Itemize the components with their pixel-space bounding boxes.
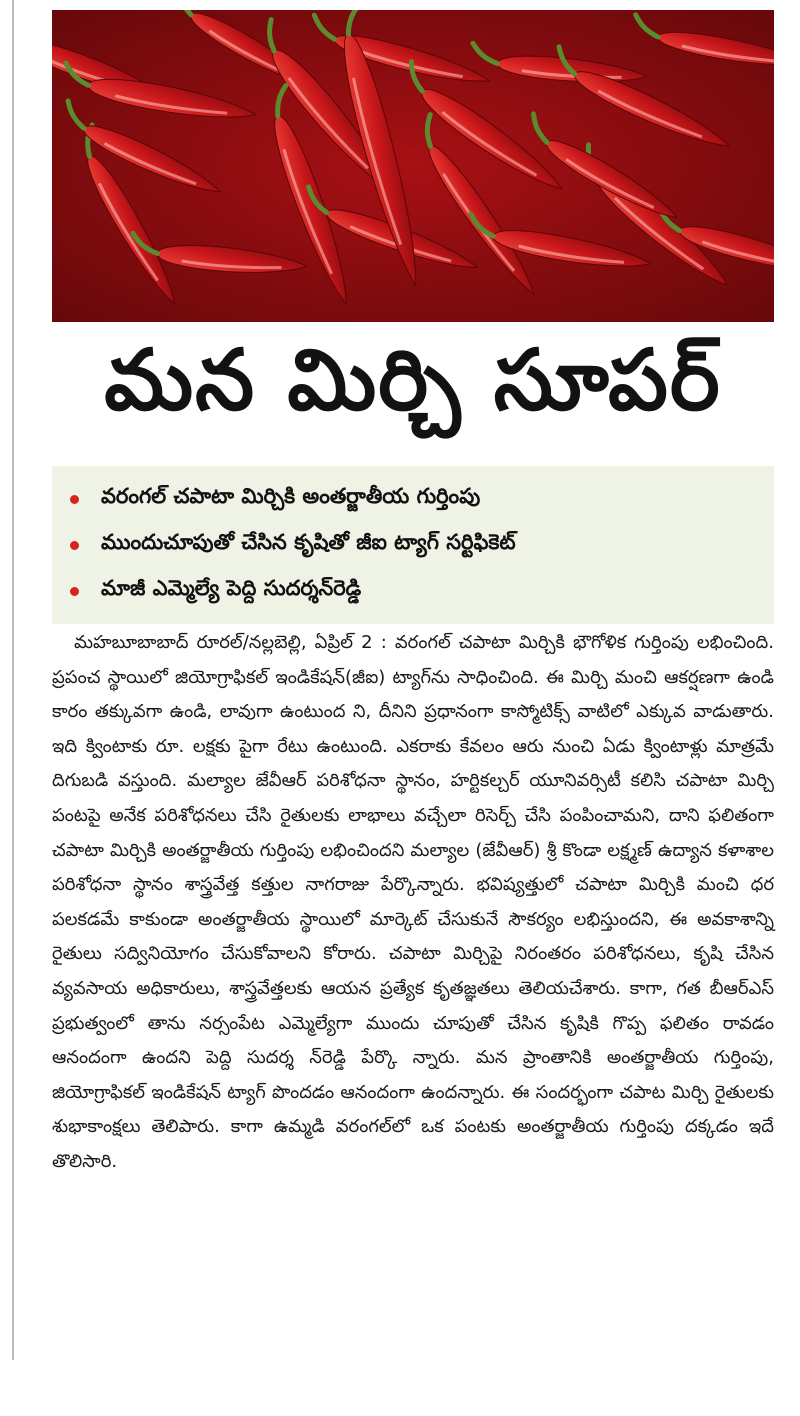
- highlight-item: [70, 476, 774, 522]
- highlight-text: ముందుచూపుతో చేసిన కృషితో జీఐ ట్యాగ్ సర్టిఫికెట్: [101, 530, 516, 554]
- highlight-item: [70, 522, 774, 568]
- headline: మన మిర్చి సూపర్: [104, 330, 722, 429]
- column-rule: [12, 0, 14, 1360]
- highlight-text: మాజీ ఎమ్మెల్యే పెద్ది సుదర్శన్‌రెడ్డి: [101, 576, 362, 600]
- red-chillies-photo: [52, 10, 774, 322]
- bullet-dot-icon: [70, 495, 79, 504]
- highlights-box: [52, 466, 774, 624]
- bullet-dot-icon: [70, 587, 79, 596]
- bullet-dot-icon: [70, 541, 79, 550]
- highlight-text: వరంగల్ చపాటా మిర్చికి అంతర్జాతీయ గుర్తింపు: [101, 484, 481, 508]
- article-body: [52, 626, 774, 1180]
- article-paragraph: మహబూబాబాద్ రూరల్/నల్లబెల్లి, ఏప్రిల్ 2 : వరంగల్ చపాటా మిర్చికి భౌగోళిక గుర్తింపు లభించింది. ప్రపంచ స్థాయిలో జియోగ్రాఫికల్ ఇండికేషన్(జీఐ) ట్యాగ్‌ను సాధించింది. ఈ మిర్చి మంచి ఆకర్షణగా ఉండి కారం తక్కువగా ఉండి, లావుగా ఉంటుంద ని, దీనిని ప్రధానంగా కాస్మోటిక్స్ వాటిలో ఎక్కువ వాడుతారు. ఇది క్వింటాకు రూ. లక్షకు పైగా రేటు ఉంటుంది. ఎకరాకు కేవలం ఆరు నుంచి ఏడు క్వింటాళ్లు మాత్రమే దిగుబడి వస్తుంది. మల్యాల జేవీఆర్ పరిశోధనా స్థానం, హర్టికల్చర్ యూనివర్సిటీ కలిసి చపాటా మిర్చి పంటపై అనేక పరిశోధనలు చేసి రైతులకు లాభాలు వచ్చేలా రిసెర్చ్ చేసి పంపించామని, దాని ఫలితంగా చపాటా మిర్చికి అంతర్జాతీయ గుర్తింపు లభించిందని మల్యాల (జేవీఆర్) శ్రీ కొండా లక్ష్మణ్ ఉద్యాన కళాశాల పరిశోధనా స్థానం శాస్త్రవేత్త కత్తుల నాగరాజు పేర్కొన్నారు. భవిష్యత్తులో చపాటా మిర్చికి మంచి ధర పలకడమే కాకుండా అంతర్జాతీయ స్థాయిలో మార్కెట్ చేసుకునే సౌకర్యం లభిస్తుందని, ఈ అవకాశాన్ని రైతులు సద్వినియోగం చేసుకోవాలని కోరారు. చపాటా మిర్చిపై నిరంతరం పరిశోధనలు, కృషి చేసిన వ్యవసాయ అధికారులు, శాస్త్రవేత్తలకు ఆయన ప్రత్యేక కృతజ్ఞతలు తెలియచేశారు. కాగా, గత బీఆర్ఎస్ ప్రభుత్వంలో తాను నర్సంపేట ఎమ్మెల్యేగా ముందు చూపుతో చేసిన కృషికి గొప్ప ఫలితం రావడం ఆనందంగా ఉందని పెద్ది సుదర్శ న్‌రెడ్డి పేర్కొ న్నారు. మన ప్రాంతానికి అంతర్జాతీయ గుర్తింపు, జియోగ్రాఫికల్ ఇండికేషన్ ట్యాగ్ పొందడం ఆనందంగా ఉందన్నారు. ఈ సందర్భంగా చపాట మిర్చి రైతులకు శుభాకాంక్షలు తెలిపారు. కాగా ఉమ్మడి వరంగల్‌లో ఒక పంటకు అంతర్జాతీయ గుర్తింపు దక్కడం ఇదే తొలిసారి.: [52, 632, 774, 1172]
- highlight-item: [70, 568, 774, 614]
